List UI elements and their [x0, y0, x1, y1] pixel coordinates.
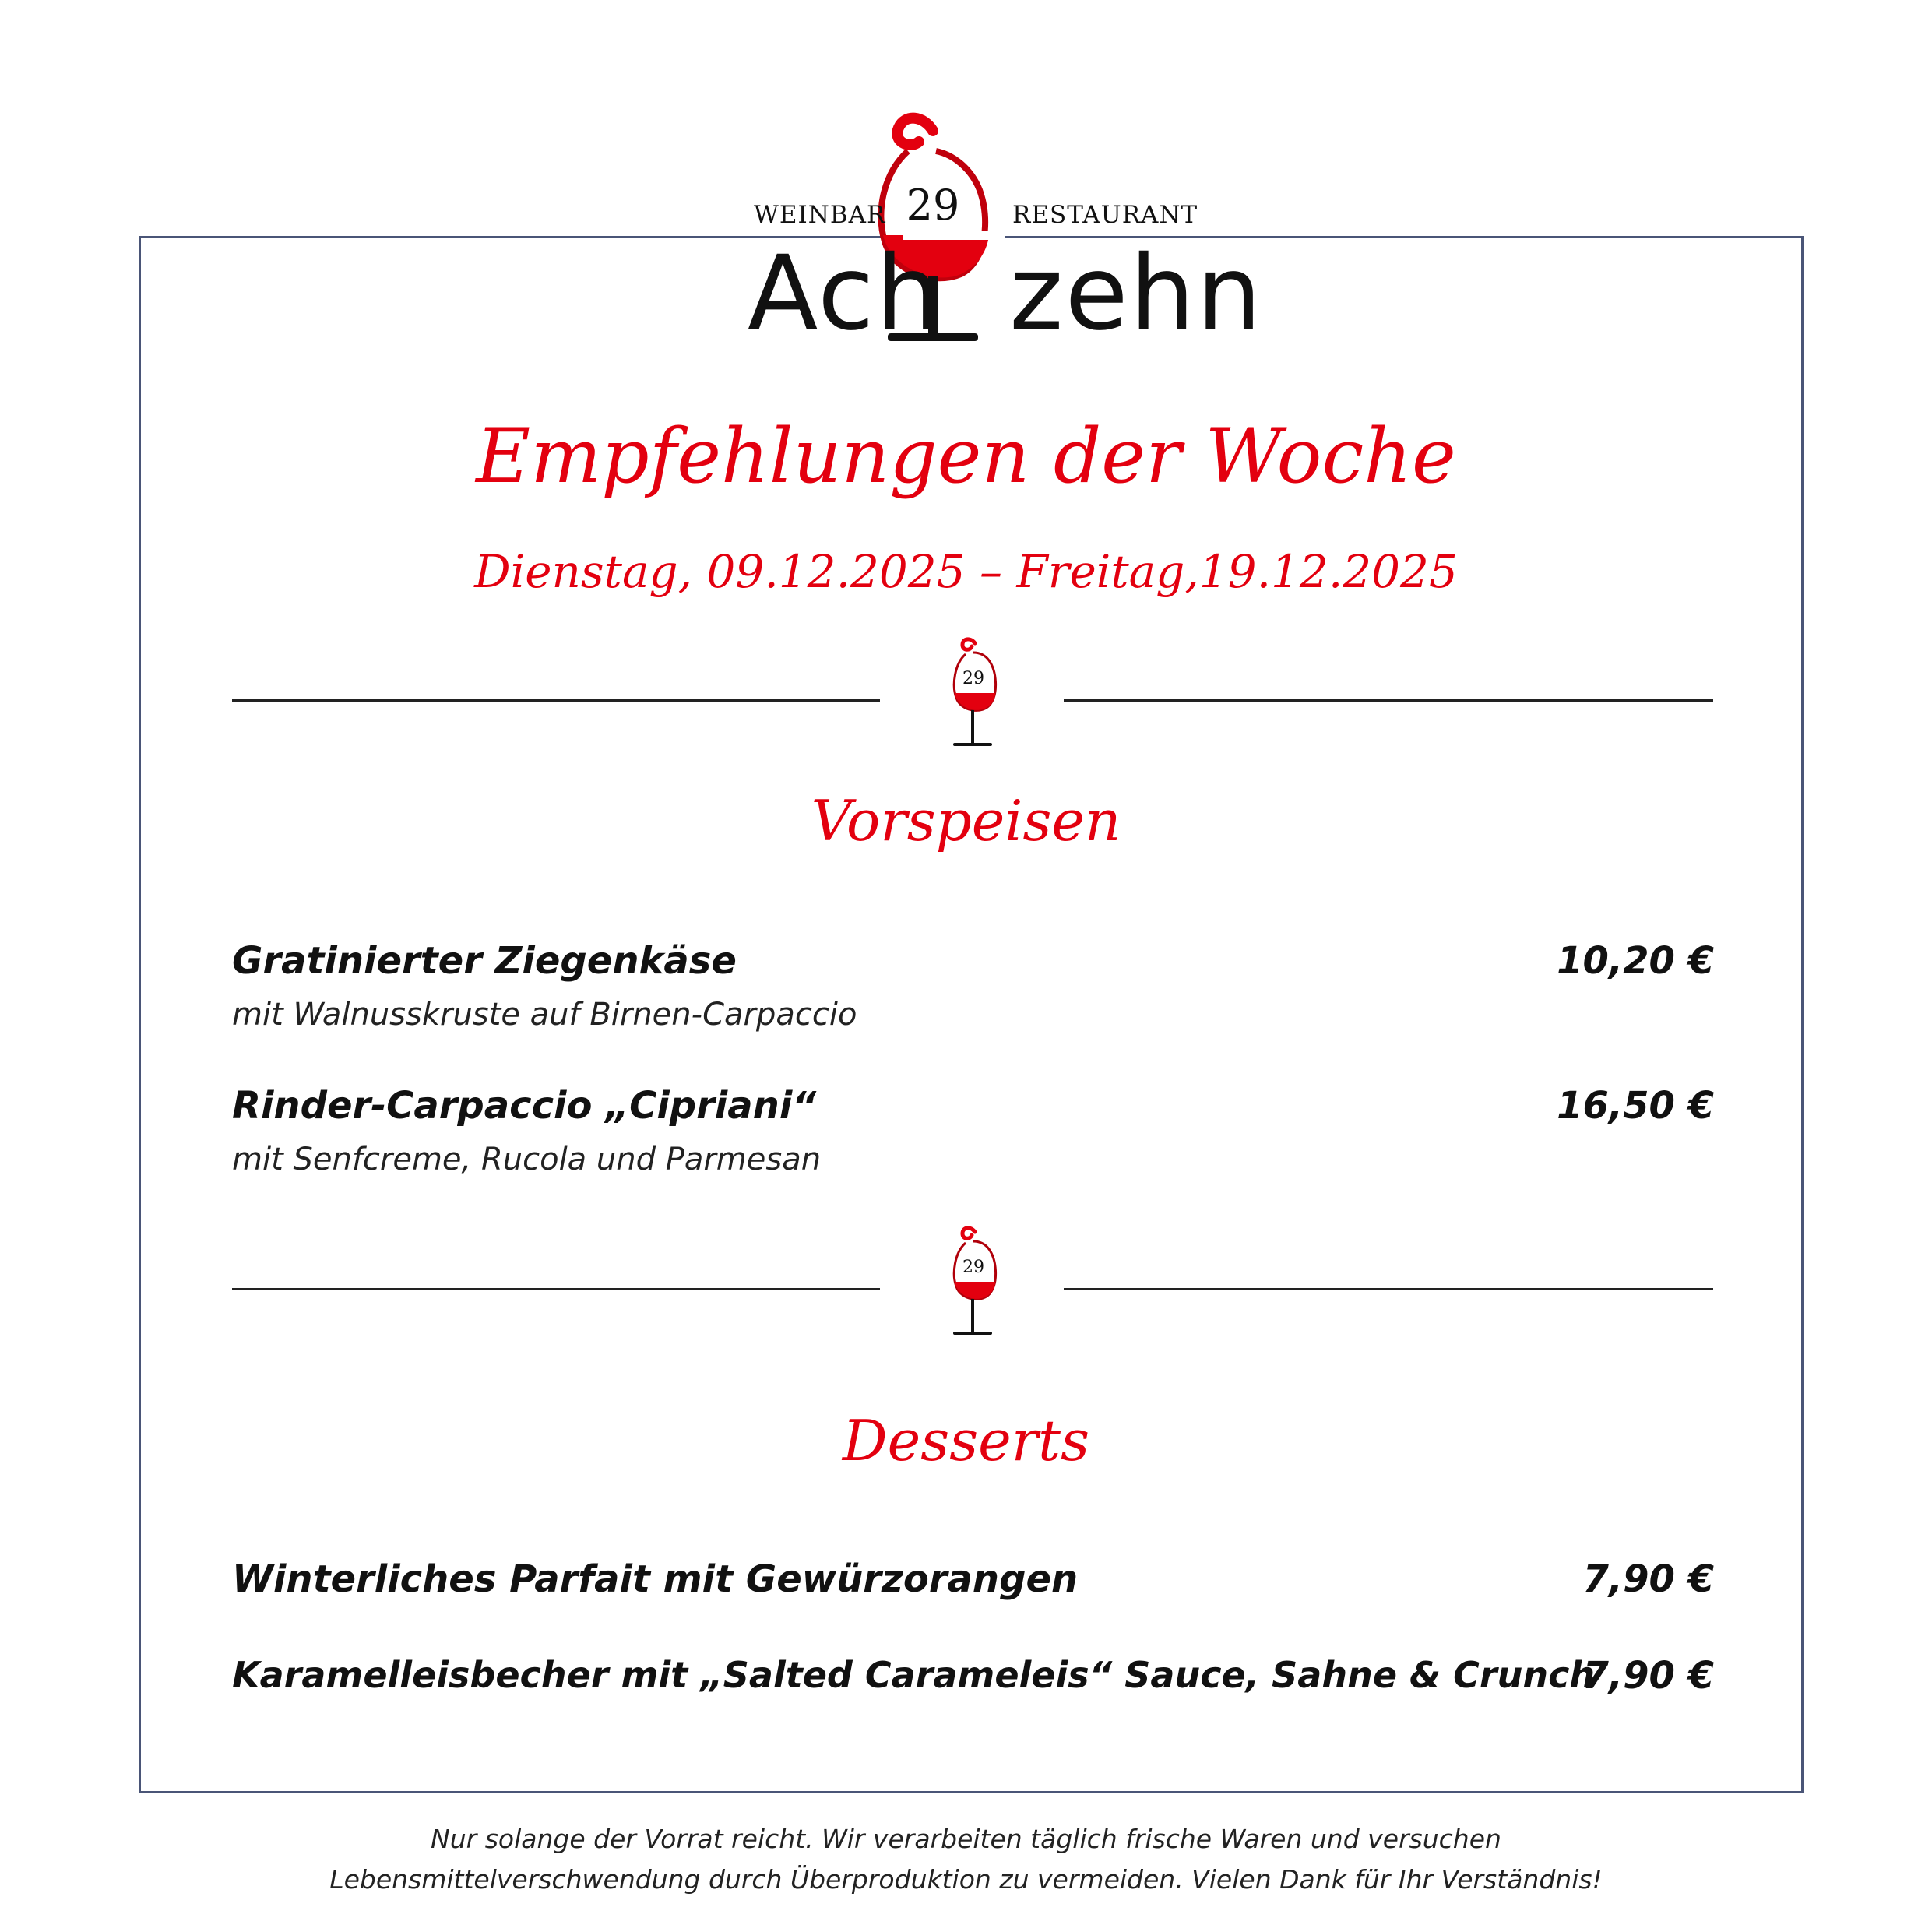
logo-name-part2: zehn: [1009, 234, 1264, 354]
divider-line-right: [1064, 699, 1713, 702]
menu-item-price: 16,50 €: [1557, 1084, 1714, 1128]
logo-weinbar-text: WEINBAR: [754, 201, 886, 229]
menu-item-name: Gratinierter Ziegenkäse: [232, 939, 737, 983]
divider-line-right: [1064, 1288, 1713, 1290]
menu-item-name: Rinder-Carpaccio „Cipriani“: [232, 1084, 817, 1128]
svg-text:29: 29: [962, 1258, 984, 1277]
logo-name-part1: Ach: [748, 234, 943, 354]
divider-line-left: [232, 1288, 880, 1290]
menu-item-price: 10,20 €: [1557, 939, 1714, 983]
divider-line-left: [232, 699, 880, 702]
logo-restaurant-text: RESTAURANT: [1012, 201, 1198, 229]
footer-note-line2: Lebensmittelverschwendung durch Überproduktion zu vermeiden. Vielen Dank für Ihr Verständnis!: [329, 1864, 1603, 1895]
section-title-desserts: Desserts: [842, 1408, 1090, 1473]
menu-item-description: mit Walnusskruste auf Birnen-Carpaccio: [232, 997, 857, 1033]
wine-glass-icon: [938, 1226, 1008, 1343]
footer-note-line1: Nur solange der Vorrat reicht. Wir verarbeiten täglich frische Waren und versuchen: [431, 1824, 1501, 1854]
wine-glass-icon: [938, 637, 1008, 754]
menu-item-name: Karamelleisbecher mit „Salted Carameleis“ Sauce, Sahne & Crunch: [232, 1654, 1596, 1696]
menu-item-name: Winterliches Parfait mit Gewürzorangen: [232, 1557, 1079, 1601]
svg-text:29: 29: [962, 669, 984, 688]
menu-item-price: 7,90 €: [1582, 1654, 1714, 1698]
menu-item-description: mit Senfcreme, Rucola und Parmesan: [232, 1142, 822, 1177]
section-title-vorspeisen: Vorspeisen: [811, 788, 1121, 853]
svg-text:29: 29: [906, 181, 960, 230]
page-title: Empfehlungen der Woche: [476, 413, 1456, 500]
menu-item-price: 7,90 €: [1582, 1557, 1714, 1601]
logo-name: [748, 234, 1264, 354]
date-range: Dienstag, 09.12.2025 – Freitag,19.12.2025: [474, 545, 1458, 598]
